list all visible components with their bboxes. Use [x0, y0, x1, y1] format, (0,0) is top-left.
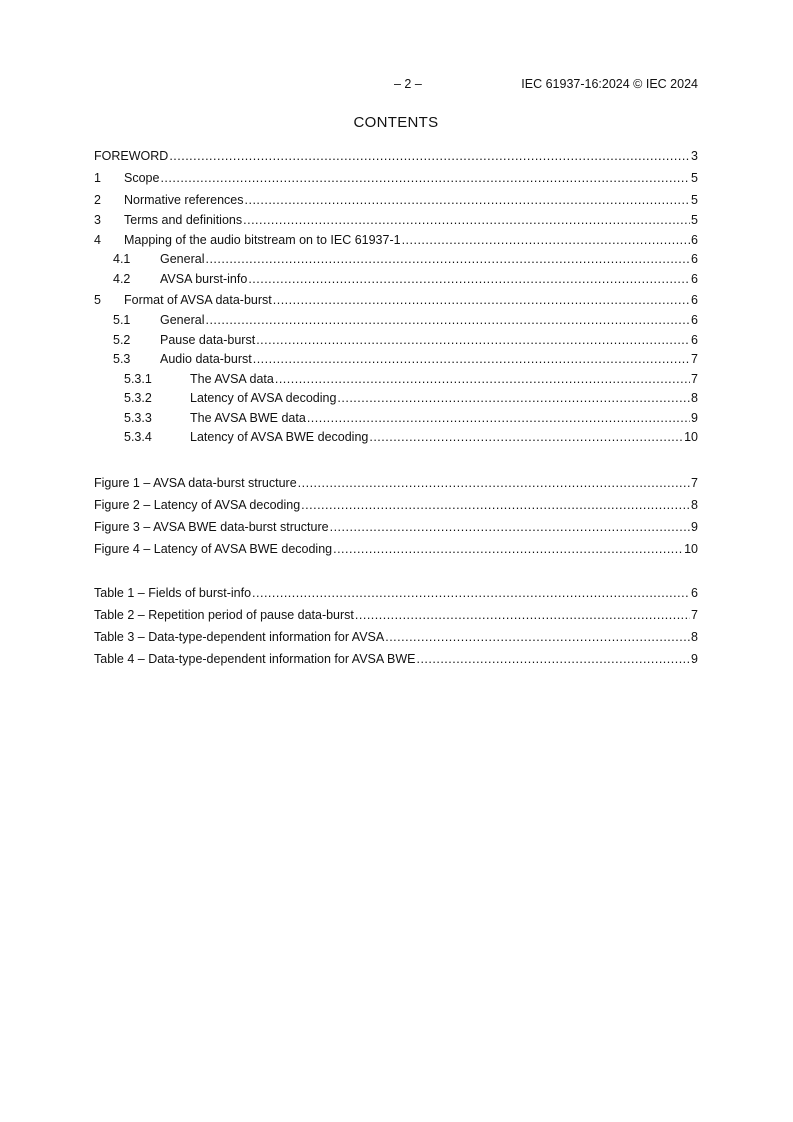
table-entry[interactable]: [94, 648, 698, 670]
toc-entry-avsa-burst-info[interactable]: [94, 270, 698, 290]
table-entry-title: Table 2 – Repetition period of pause data-burst: [94, 608, 354, 622]
dot-leader: [416, 648, 690, 670]
figure-entry-page: 10: [684, 542, 698, 556]
toc-entry-number: 2: [94, 193, 101, 207]
toc-entry-title: The AVSA BWE data: [190, 410, 306, 425]
toc-entry-number: 5.3.1: [124, 371, 152, 386]
toc-entry-page: 7: [691, 352, 698, 366]
figure-entry[interactable]: [94, 538, 698, 560]
toc-entry-scope[interactable]: [94, 167, 698, 189]
toc-entry-number: 5.3.3: [124, 410, 152, 425]
dot-leader: [205, 250, 690, 270]
dot-leader: [273, 289, 690, 311]
table-entry-page: 8: [691, 630, 698, 644]
toc-entry-pause-data-burst[interactable]: [94, 331, 698, 351]
dot-leader: [256, 331, 690, 351]
toc-entry-title: Latency of AVSA BWE decoding: [190, 430, 369, 444]
toc-entry-number: 5.1: [113, 313, 131, 327]
dot-leader: [385, 626, 690, 648]
table-entry[interactable]: [94, 626, 698, 648]
toc-entry-page: 6: [691, 332, 698, 347]
dot-leader: [243, 211, 690, 231]
dot-leader: [301, 494, 690, 516]
dot-leader: [275, 370, 690, 390]
toc-entry-number: 5: [94, 293, 101, 307]
dot-leader: [333, 538, 683, 560]
dot-leader: [307, 409, 690, 429]
table-of-contents: [94, 145, 698, 448]
list-of-figures: [94, 472, 698, 560]
dot-leader: [245, 189, 691, 211]
document-id: IEC 61937-16:2024 © IEC 2024: [521, 77, 698, 91]
toc-entry-page: 6: [691, 313, 698, 327]
toc-entry-title: Mapping of the audio bitstream on to IEC 61937-1: [124, 232, 401, 247]
dot-leader: [252, 582, 690, 604]
contents-title: CONTENTS: [353, 114, 439, 131]
toc-entry-title: General: [160, 252, 205, 266]
figure-entry-page: 7: [691, 476, 698, 490]
table-entry-title: Table 3 – Data-type-dependent information for AVSA: [94, 630, 385, 644]
toc-entry-page: 6: [691, 271, 698, 286]
toc-entry-title: Latency of AVSA decoding: [190, 391, 337, 405]
toc-entry-page: 5: [691, 171, 698, 185]
toc-entry-title: AVSA burst-info: [160, 271, 248, 286]
toc-entry-number: 4.1: [113, 252, 131, 266]
toc-entry-number: 4: [94, 232, 101, 247]
dot-leader: [402, 231, 690, 251]
figure-entry-page: 8: [691, 498, 698, 512]
toc-entry-title: Terms and definitions: [124, 213, 243, 227]
dot-leader: [355, 604, 690, 626]
table-entry-title: Table 4 – Data-type-dependent information for AVSA BWE: [94, 652, 416, 666]
table-entry-page: 7: [691, 608, 698, 622]
page-number: – 2 –: [394, 77, 422, 91]
dot-leader: [169, 145, 690, 167]
toc-entry-terms-and-definitions[interactable]: [94, 211, 698, 231]
toc-entry-page: 9: [691, 410, 698, 425]
dot-leader: [253, 350, 690, 370]
figure-entry-title: Figure 3 – AVSA BWE data-burst structure: [94, 520, 329, 534]
table-entry-title: Table 1 – Fields of burst-info: [94, 586, 252, 600]
toc-entry-page: 5: [691, 193, 698, 207]
toc-entry-title: General: [160, 313, 205, 327]
toc-entry-page: 7: [691, 371, 698, 386]
toc-entry-title: Normative references: [124, 193, 244, 207]
dot-leader: [298, 472, 690, 494]
dot-leader: [248, 270, 690, 290]
dot-leader: [330, 516, 690, 538]
toc-entry-latency-avsa-bwe[interactable]: [94, 428, 698, 448]
list-of-tables: [94, 582, 698, 670]
figure-entry[interactable]: [94, 472, 698, 494]
figure-entry[interactable]: [94, 494, 698, 516]
toc-entry-title: Scope: [124, 171, 160, 185]
toc-entry-title: Format of AVSA data-burst: [124, 293, 272, 307]
toc-entry-mapping[interactable]: [94, 231, 698, 251]
toc-entry-page: 10: [684, 430, 698, 444]
toc-entry-foreword[interactable]: [94, 145, 698, 167]
figure-entry-title: Figure 4 – Latency of AVSA BWE decoding: [94, 542, 333, 556]
toc-entry-number: 3: [94, 213, 101, 227]
dot-leader: [337, 389, 690, 409]
table-entry[interactable]: [94, 582, 698, 604]
toc-entry-page: 3: [691, 149, 698, 163]
table-entry-page: 9: [691, 652, 698, 666]
toc-entry-number: 5.3.2: [124, 391, 152, 405]
figure-entry-title: Figure 2 – Latency of AVSA decoding: [94, 498, 301, 512]
toc-entry-page: 5: [691, 213, 698, 227]
toc-entry-general-5-1[interactable]: [94, 311, 698, 331]
toc-entry-number: 4.2: [113, 271, 131, 286]
toc-entry-page: 8: [691, 391, 698, 405]
toc-entry-title: Pause data-burst: [160, 332, 256, 347]
table-entry[interactable]: [94, 604, 698, 626]
toc-entry-page: 6: [691, 232, 698, 247]
toc-entry-number: 5.3.4: [124, 430, 152, 444]
dot-leader: [160, 167, 690, 189]
dot-leader: [369, 428, 683, 448]
figure-entry[interactable]: [94, 516, 698, 538]
toc-entry-number: 1: [94, 171, 101, 185]
figure-entry-title: Figure 1 – AVSA data-burst structure: [94, 476, 297, 490]
toc-entry-page: 6: [691, 293, 698, 307]
figure-entry-page: 9: [691, 520, 698, 534]
toc-entry-avsa-data[interactable]: [94, 370, 698, 390]
toc-entry-audio-data-burst[interactable]: [94, 350, 698, 370]
toc-entry-number: 5.2: [113, 332, 131, 347]
dot-leader: [205, 311, 690, 331]
toc-entry-number: 5.3: [113, 352, 131, 366]
toc-entry-page: 6: [691, 252, 698, 266]
toc-entry-title: The AVSA data: [190, 371, 274, 386]
toc-entry-format-of-avsa[interactable]: [94, 289, 698, 311]
toc-entry-latency-avsa[interactable]: [94, 389, 698, 409]
toc-entry-normative-references[interactable]: [94, 189, 698, 211]
toc-entry-title: FOREWORD: [94, 149, 169, 163]
page-header: [94, 76, 698, 92]
toc-entry-avsa-bwe-data[interactable]: [94, 409, 698, 429]
toc-entry-title: Audio data-burst: [160, 352, 252, 366]
toc-entry-general-4-1[interactable]: [94, 250, 698, 270]
table-entry-page: 6: [691, 586, 698, 600]
